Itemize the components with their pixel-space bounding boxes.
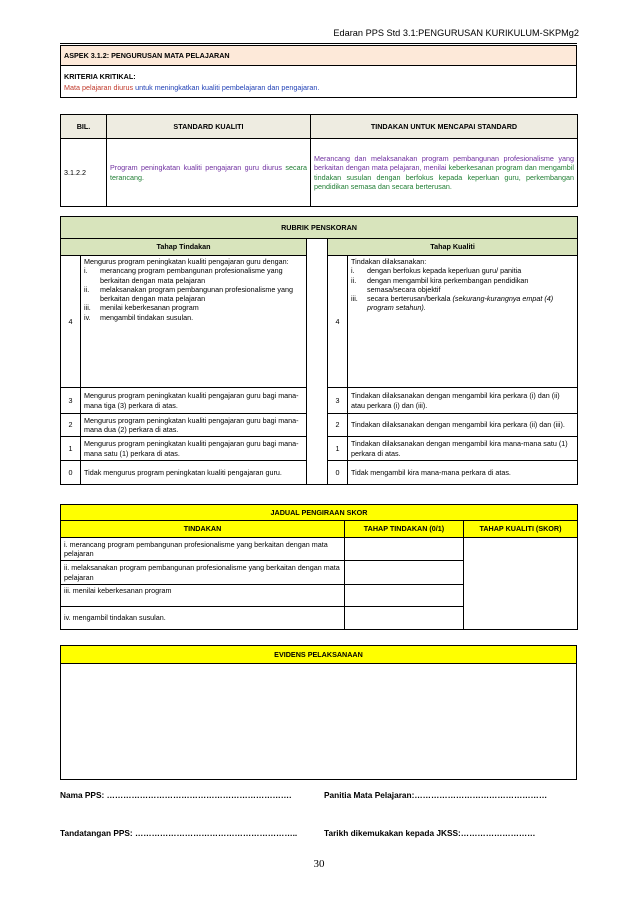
list-item: ii. dengan mengambil kira perkembangan pendidikan semasa/secara objektif	[351, 275, 529, 294]
tarikh-field[interactable]: Tarikh dikemukakan kepada JKSS:………………………	[324, 828, 536, 838]
col-standard: STANDARD KUALITI	[107, 115, 311, 139]
list-item: iii. menilai keberkesanan program	[84, 303, 199, 313]
standard-text-green: secara terancang.	[110, 163, 307, 182]
jadual-input-tindakan-1[interactable]	[345, 538, 464, 561]
col-tahap-kualiti: TAHAP KUALITI (SKOR)	[464, 521, 578, 538]
jadual-row-1: i. merancang program pembangunan profesionalisme yang berkaitan dengan mata pelajaran	[61, 538, 345, 561]
aspek-title: ASPEK 3.1.2: PENGURUSAN MATA PELAJARAN	[61, 46, 577, 66]
kualiti-level-4-intro: Tindakan dilaksanakan:	[351, 257, 427, 266]
nama-pps-field[interactable]: Nama PPS: ………………………………………………………….	[60, 790, 292, 800]
tindakan-level-3: Mengurus program peningkatan kualiti pengajaran guru bagi mana-mana tiga (3) perkara di atas.	[81, 388, 307, 414]
score-2-left: 2	[61, 414, 81, 437]
kriteria-cell	[61, 66, 577, 98]
tahap-tindakan-header: Tahap Tindakan	[61, 239, 307, 256]
kualiti-level-4-list	[351, 266, 574, 312]
score-4-right: 4	[328, 256, 348, 388]
jadual-row-2: ii. melaksanakan program pembangunan profesionalisme yang berkaitan dengan mata pelajaran	[61, 561, 345, 585]
kriteria-text	[64, 82, 573, 93]
tindakan-level-0: Tidak mengurus program peningkatan kualiti pengajaran guru.	[81, 461, 307, 485]
rubrik-title: RUBRIK PENSKORAN	[61, 217, 578, 239]
kualiti-level-2: Tindakan dilaksanakan dengan mengambil kira perkara (ii) dan (iii).	[348, 414, 578, 437]
jadual-title: JADUAL PENGIRAAN SKOR	[61, 505, 578, 521]
tindakan-text	[311, 139, 578, 207]
kualiti-level-3: Tindakan dilaksanakan dengan mengambil kira perkara (i) dan (ii) atau perkara (i) dan (iii).	[348, 388, 578, 414]
col-jadual-tindakan: TINDAKAN	[61, 521, 345, 538]
list-item: iii. secara berterusan/berkala (sekurang-kurangnya empat (4) program setahun).	[351, 294, 554, 313]
tindakan-level-4-intro: Mengurus program peningkatan kualiti pengajaran guru dengan:	[84, 257, 289, 266]
page-number: 30	[313, 858, 325, 870]
evidens-table	[60, 645, 577, 780]
tindakan-text-green: keberkesanan program dan mengambil tindakan susulan dengan berfokus kepada keperluan guru, perkembangan pendidikan semasa dan secara berterusan.	[314, 163, 574, 191]
panitia-field[interactable]: Panitia Mata Pelajaran:…………………………………………	[324, 790, 548, 800]
document-header: Edaran PPS Std 3.1:PENGURUSAN KURIKULUM-SKPMg2	[333, 28, 579, 38]
score-0-left: 0	[61, 461, 81, 485]
tindakan-level-4-list	[84, 266, 303, 322]
col-tindakan: TINDAKAN UNTUK MENCAPAI STANDARD	[311, 115, 578, 139]
score-3-left: 3	[61, 388, 81, 414]
kualiti-level-1: Tindakan dilaksanakan dengan mengambil kira mana-mana satu (1) perkara di atas.	[348, 437, 578, 461]
jadual-input-kualiti[interactable]	[464, 538, 578, 630]
score-1-left: 1	[61, 437, 81, 461]
jadual-table	[60, 504, 578, 630]
score-3-right: 3	[328, 388, 348, 414]
header-rule	[60, 43, 577, 44]
aspek-table	[60, 45, 577, 98]
kriteria-label: KRITERIA KRITIKAL:	[64, 71, 136, 81]
list-item: i. merancang program pembangunan profesionalisme yang berkaitan dengan mata pelajaran	[84, 266, 283, 285]
kriteria-text-blue: untuk meningkatkan kualiti pembelajaran dan pengajaran.	[133, 82, 320, 92]
kualiti-level-0: Tidak mengambil kira mana-mana perkara di atas.	[348, 461, 578, 485]
bil-value: 3.1.2.2	[61, 139, 107, 207]
kriteria-text-red: Mata pelajaran diurus	[64, 82, 134, 92]
tindakan-level-2: Mengurus program peningkatan kualiti pengajaran guru bagi mana-mana dua (2) perkara di atas.	[81, 414, 307, 437]
list-item: iv. mengambil tindakan susulan.	[84, 312, 194, 322]
score-4-left: 4	[61, 256, 81, 388]
tandatangan-field[interactable]: Tandatangan PPS: …………………………………………………..	[60, 828, 298, 838]
col-tahap-tindakan: TAHAP TINDAKAN (0/1)	[345, 521, 464, 538]
list-item: ii. melaksanakan program pembangunan profesionalisme yang berkaitan dengan mata pelajaran	[84, 284, 293, 304]
tindakan-level-4	[81, 256, 307, 388]
evidens-title: EVIDENS PELAKSANAAN	[61, 646, 577, 664]
score-2-right: 2	[328, 414, 348, 437]
tahap-kualiti-header: Tahap Kualiti	[328, 239, 578, 256]
evidens-input[interactable]	[61, 664, 577, 780]
col-bil: BIL.	[61, 115, 107, 139]
standard-table	[60, 114, 578, 207]
score-1-right: 1	[328, 437, 348, 461]
jadual-input-tindakan-2[interactable]	[345, 561, 464, 585]
jadual-row-3: iii. menilai keberkesanan program	[61, 585, 345, 607]
score-0-right: 0	[328, 461, 348, 485]
jadual-input-tindakan-3[interactable]	[345, 585, 464, 607]
tindakan-level-1: Mengurus program peningkatan kualiti pengajaran guru bagi mana-mana satu (1) perkara di atas.	[81, 437, 307, 461]
jadual-input-tindakan-4[interactable]	[345, 607, 464, 630]
rubrik-spacer	[307, 239, 328, 485]
kualiti-level-4	[348, 256, 578, 388]
jadual-row-4: iv. mengambil tindakan susulan.	[61, 607, 345, 630]
tindakan-text-purple: Merancang dan melaksanakan program pembangunan profesionalisme yang berkaitan dengan mata pelajaran, menilai	[314, 153, 574, 173]
standard-text	[107, 139, 311, 207]
standard-text-purple: Program peningkatan kualiti pengajaran guru diurus	[110, 163, 283, 173]
list-item: i. dengan berfokus kepada keperluan guru/ panitia	[351, 266, 522, 276]
rubrik-table	[60, 216, 578, 485]
